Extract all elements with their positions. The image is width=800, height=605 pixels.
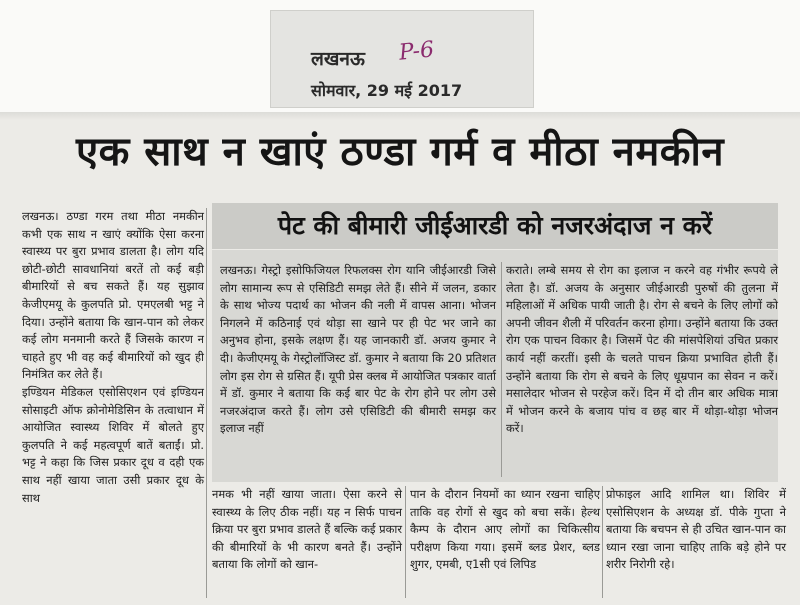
article-subheadline: पेट की बीमारी जीईआरडी को नजरअंदाज न करें	[212, 203, 778, 249]
handwritten-page-note: P-6	[397, 37, 436, 66]
masthead-city: लखनऊ	[311, 48, 365, 70]
bottom-column-1-text: नमक भी नहीं खाया जाता। ऐसा करने से स्वास्थ्य के लिए ठीक नहीं। यह न सिर्फ पाचन क्रिया पर बुरा प्रभाव डालते हैं बल्कि कई प्रकार की बीमारियों के भी कारण बनते हैं। उन्होंने बताया कि लोगों को खान-	[212, 487, 402, 572]
left-column-paragraph-2: इण्डियन मेडिकल एसोसिएशन एवं इण्डियन सोसाइटी ऑफ क्रोनोमेडिसिन के तत्वाधान में आयोजित स्वास्थ्य शिविर में बोलते हुए कुलपति ने कई महत्वपूर्ण बातें बताईं। प्रो. भट्ट ने कहा कि जिस प्रकार दूध व दही एक साथ नहीं खाया जाता उसी प्रकार दूध के साथ	[22, 384, 204, 505]
column-divider	[206, 208, 207, 598]
boxed-column-1	[220, 262, 496, 438]
article-headline: एक साथ न खाएं ठण्डा गर्म व मीठा नमकीन	[75, 129, 725, 175]
masthead-clipping	[270, 10, 534, 108]
bottom-column-2	[410, 486, 600, 574]
column-divider	[501, 262, 502, 477]
left-column-paragraph-1: लखनऊ। ठण्डा गरम तथा मीठा नमकीन कभी एक साथ न खाएं क्योंकि ऐसा करना स्वास्थ्य पर बुरा प्रभाव डालता है। लोग यदि छोटी-छोटी सावधानियां बरतें तो कई बड़ी बीमारियों से बच सकते हैं। यह सुझाव केजीएमयू के कुलपति प्रो. एमएलबी भट्ट ने दिया। उन्होंने बताया कि खान-पान को लेकर कई लोग मनमानी करते हैं जिसके कारण न चाहते हुए भी वह कई बीमारियों को खुद ही निमंत्रित कर लेते हैं।	[22, 209, 204, 382]
boxed-column-2-text: कराते। लम्बे समय से रोग का इलाज न करने वह गंभीर रूपये ले लेता है। डॉ. अजय के अनुसार जीईआरडी पुरुषों की तुलना में महिलाओं में अधिक पायी जाती है। रोग से बचने के लिए लोगों को अपनी जीवन शैली में परिवर्तन करना होगा। उन्होंने बताया कि उक्त रोग एक पाचन विकार है। जिसमें पेट की मांसपेशियां उचित प्रकार कार्य नहीं करतीं। इसी के चलते पाचन क्रिया प्रभावित होती हैं। उन्होंने बताया कि रोग से बचने के लिए धूम्रपान का सेवन न करें। मसालेदार भोजन से परहेज करें। दिन में दो तीन बार अधिक मात्रा में भोजन करने के बजाय पांच व छह बार में थोड़ा-थोड़ा भोजन करें।	[506, 263, 778, 436]
bottom-column-1	[212, 486, 402, 574]
left-column	[22, 208, 204, 507]
column-divider	[602, 486, 603, 598]
bottom-column-3	[606, 486, 786, 574]
clipping-edge	[0, 112, 800, 120]
boxed-column-1-text: लखनऊ। गेस्ट्रो इसोफिजियल रिफलक्स रोग यानि जीईआरडी जिसे लोग सामान्य रूप से एसिडिटी समझ लेते हैं। सीने में जलन, डकार के साथ भोज्य पदार्थ का भोजन की नली में वापस आना। भोजन निगलने में कठिनाई एवं थोड़ा सा खाने पर ही पेट भर जाने का अनुभव होना, इसके लक्षण हैं। यह जानकारी डॉ. अजय कुमार ने दी। केजीएमयू के गेस्ट्रोलॉजिस्ट डॉ. कुमार ने बताया कि 20 प्रतिशत लोग इस रोग से ग्रसित हैं। यूपी प्रेस क्लब में आयोजित पत्रकार वार्ता में डॉ. कुमार ने बताया कि कई बार पेट के रोग होने पर लोग उसे नजरअंदाज करते हैं। लोग उसे एसिडिटी की बीमारी समझ कर इलाज नहीं	[220, 263, 496, 436]
boxed-column-2	[506, 262, 778, 438]
column-divider	[405, 486, 406, 598]
masthead-date: सोमवार, 29 मई 2017	[311, 81, 463, 100]
bottom-column-2-text: पान के दौरान नियमों का ध्यान रखना चाहिए ताकि वह रोगों से खुद को बचा सकें। हेल्थ कैम्प के दौरान आए लोगों का चिकित्सीय परीक्षण किया गया। इसमें ब्लड प्रेशर, ब्लड शुगर, एमबी, ए1सी एवं लिपिड	[410, 487, 600, 572]
bottom-column-3-text: प्रोफाइल आदि शामिल था। शिविर में एसोसिएशन के अध्यक्ष डॉ. पीके गुप्ता ने बताया कि बचपन से ही उचित खान-पान का ध्यान रखा जाना चाहिए ताकि बड़े होने पर शरीर निरोगी रहे।	[606, 487, 786, 572]
